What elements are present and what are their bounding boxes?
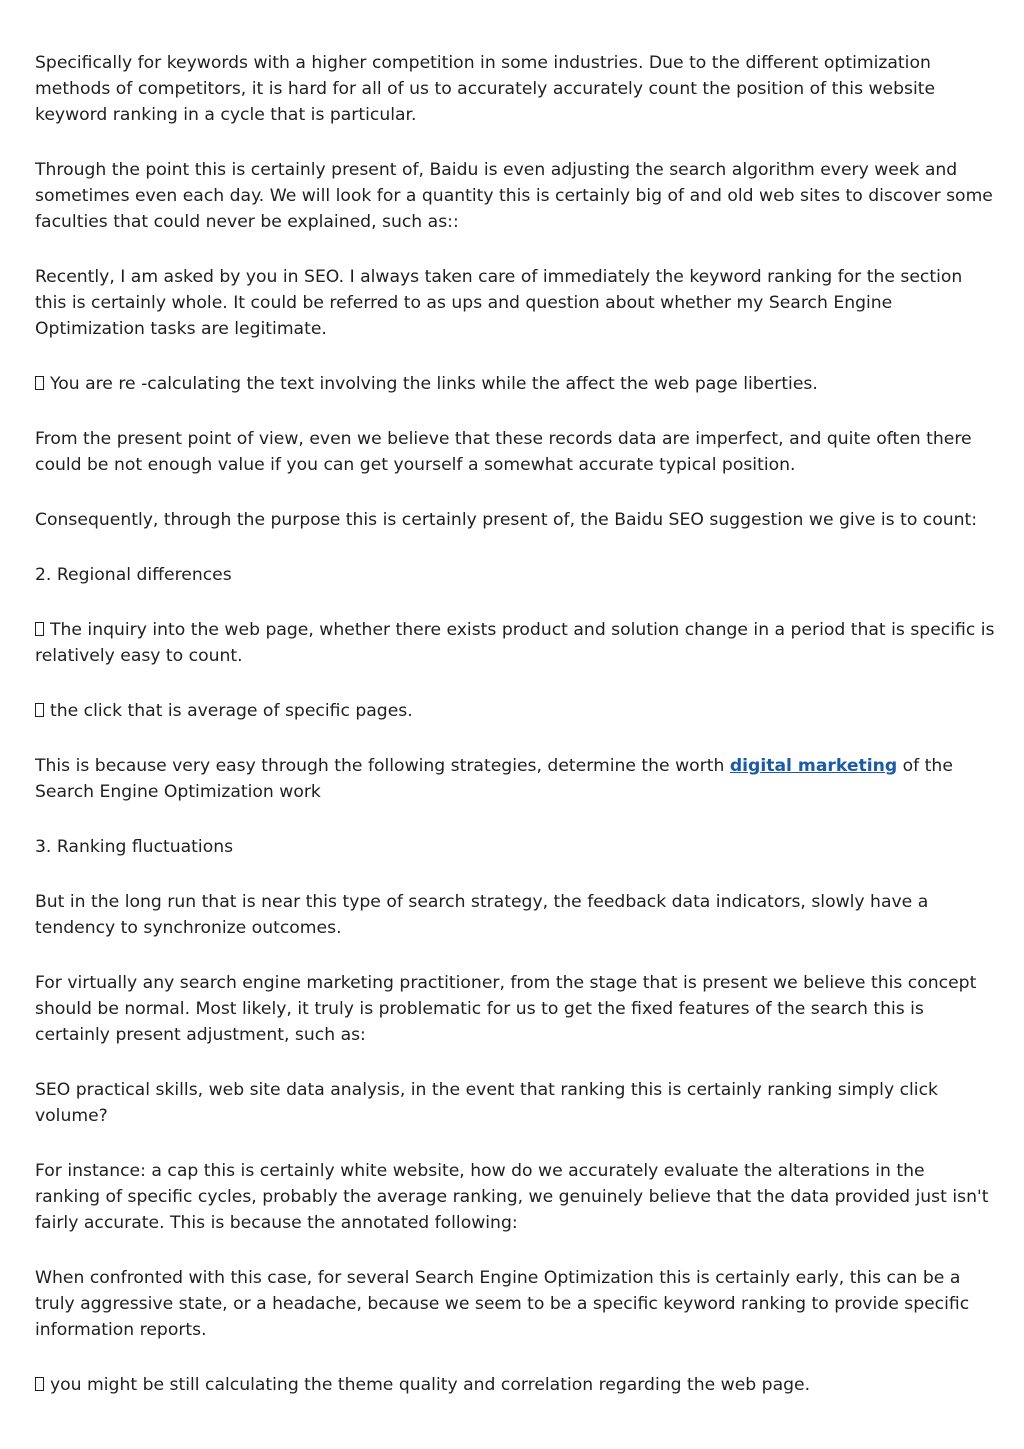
section-heading: 2. Regional differences xyxy=(35,565,232,585)
bullet-paragraph xyxy=(35,1372,995,1398)
text-before-link: This is because very easy through the following strategies, determine the worth xyxy=(35,756,730,776)
paragraph: Specifically for keywords with a higher competition in some industries. Due to the different optimization methods of competitors, it is hard for all of us to accurately accurately count the position of this website keyword ranking in a cycle that is particular. xyxy=(35,53,936,125)
paragraph-with-link xyxy=(35,753,995,805)
bullet-paragraph xyxy=(35,371,995,397)
paragraph: Through the point this is certainly present of, Baidu is even adjusting the search algorithm every week and sometimes even each day. We will look for a quantity this is certainly big of and old web sites to discover some faculties that could never be explained, such as:: xyxy=(35,160,993,232)
missing-glyph-box-icon xyxy=(35,1377,44,1391)
missing-glyph-box-icon xyxy=(35,376,44,390)
bullet-text: The inquiry into the web page, whether there exists product and solution change in a period that is specific is relatively easy to count. xyxy=(35,620,995,666)
digital-marketing-link[interactable]: digital marketing xyxy=(729,756,898,776)
bullet-text: You are re -calculating the text involving the links while the affect the web page liberties. xyxy=(50,374,818,394)
paragraph: For virtually any search engine marketing practitioner, from the stage that is present we believe this concept should be normal. Most likely, it truly is problematic for us to get the fixed features of the search this is certainly present adjustment, such as: xyxy=(35,973,977,1045)
bullet-text: the click that is average of specific pages. xyxy=(50,701,413,721)
missing-glyph-box-icon xyxy=(35,703,44,717)
paragraph: Consequently, through the purpose this is certainly present of, the Baidu SEO suggestion we give is to count: xyxy=(35,510,978,530)
document-body xyxy=(35,50,995,1427)
bullet-text: you might be still calculating the theme quality and correlation regarding the web page. xyxy=(50,1375,811,1395)
missing-glyph-box-icon xyxy=(35,622,44,636)
text-after-link: of the Search Engine Optimization work xyxy=(35,756,953,802)
bullet-paragraph xyxy=(35,617,995,669)
paragraph: Recently, I am asked by you in SEO. I always taken care of immediately the keyword ranking for the section this is certainly whole. It could be referred to as ups and question about whether my Search Engine Optimization tasks are legitimate. xyxy=(35,267,963,339)
paragraph: From the present point of view, even we believe that these records data are imperfect, and quite often there could be not enough value if you can get yourself a somewhat accurate typical position. xyxy=(35,429,972,475)
paragraph: For instance: a cap this is certainly white website, how do we accurately evaluate the alterations in the ranking of specific cycles, probably the average ranking, we genuinely believe that the data provided just isn't fairly accurate. This is because the annotated following: xyxy=(35,1161,989,1233)
paragraph: But in the long run that is near this type of search strategy, the feedback data indicators, slowly have a tendency to synchronize outcomes. xyxy=(35,892,929,938)
paragraph: SEO practical skills, web site data analysis, in the event that ranking this is certainly ranking simply click volume? xyxy=(35,1080,938,1126)
bullet-paragraph xyxy=(35,698,995,724)
paragraph: When confronted with this case, for several Search Engine Optimization this is certainly early, this can be a truly aggressive state, or a headache, because we seem to be a specific keyword ranking to provide specific information reports. xyxy=(35,1268,970,1340)
section-heading: 3. Ranking fluctuations xyxy=(35,837,234,857)
